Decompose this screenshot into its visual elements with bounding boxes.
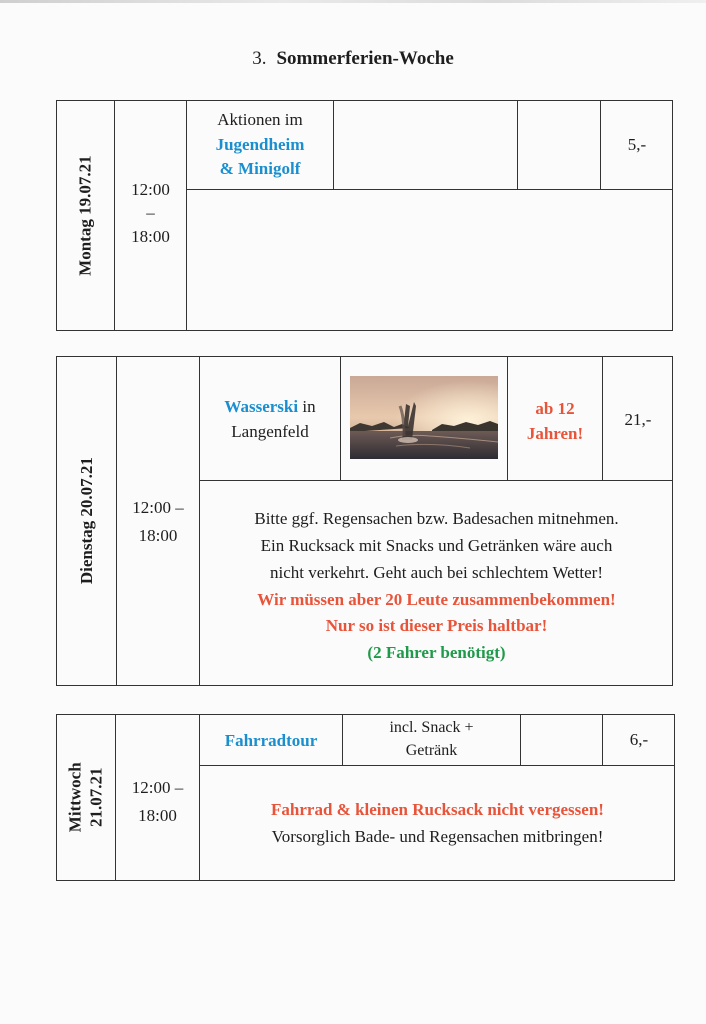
age-line: ab 12 <box>535 399 575 418</box>
time-start: 12:00 – <box>132 498 184 517</box>
tuesday-activity <box>200 395 340 444</box>
monday-time <box>115 176 186 251</box>
day-date: 21.07.21 <box>87 767 106 828</box>
extra-line: incl. Snack + <box>389 719 474 736</box>
tuesday-divider <box>340 356 341 481</box>
waterski-image <box>350 376 498 459</box>
title-number: 3. <box>252 48 267 69</box>
tuesday-notes <box>200 506 673 667</box>
note-warning: Nur so ist dieser Preis haltbar! <box>325 616 548 636</box>
wednesday-divider <box>520 714 521 766</box>
monday-activity <box>187 108 333 182</box>
age-line: Jahren! <box>526 423 584 443</box>
wednesday-extra <box>343 716 520 762</box>
title-text: Sommerferien-Woche <box>276 48 454 69</box>
tuesday-age-note <box>508 397 602 446</box>
activity-highlight: Jugendheim <box>215 134 305 154</box>
wednesday-price: 6,- <box>629 730 649 749</box>
wednesday-notes <box>200 796 675 850</box>
waterski-photo <box>350 376 498 459</box>
note-warning: Wir müssen aber 20 Leute zusammenbekommen! <box>257 589 616 609</box>
monday-divider <box>333 100 334 190</box>
note-line: Bitte ggf. Regensachen bzw. Badesachen mitnehmen. <box>254 509 619 528</box>
tuesday-day-text: Dienstag 20.07.21 <box>76 457 96 585</box>
monday-day-text: Montag 19.07.21 <box>75 155 95 276</box>
note-line: Ein Rucksack mit Snacks und Getränken wäre auch <box>260 535 613 555</box>
monday-divider <box>517 100 518 190</box>
monday-row-divider <box>186 189 673 190</box>
wednesday-day-label <box>57 715 115 880</box>
wednesday-day-text <box>65 763 108 833</box>
monday-day-label <box>57 101 114 330</box>
extra-line: Getränk <box>405 742 458 760</box>
note-warning: Fahrrad & kleinen Rucksack nicht vergessen! <box>271 800 604 819</box>
note-drivers: (2 Fahrer benötigt) <box>367 643 506 663</box>
time-dash: – <box>146 203 155 223</box>
tuesday-day-label <box>57 357 116 685</box>
activity-highlight: Wasserski <box>224 397 299 416</box>
monday-price: 5,- <box>627 135 647 154</box>
tuesday-row-divider <box>199 480 673 481</box>
wednesday-row-divider <box>199 765 675 766</box>
activity-rest: in <box>298 397 316 416</box>
activity-line: Aktionen im <box>217 110 303 129</box>
day-name: Mittwoch <box>65 762 85 833</box>
tuesday-price: 21,- <box>624 410 652 429</box>
wednesday-time <box>116 774 199 830</box>
time-end: 18:00 <box>138 526 178 546</box>
time-start: 12:00 <box>131 180 170 199</box>
page-title <box>0 48 706 70</box>
note-line: nicht verkehrt. Geht auch bei schlechtem Wetter! <box>270 562 603 582</box>
wednesday-activity: Fahrradtour <box>224 731 318 750</box>
time-start: 12:00 – <box>131 778 184 797</box>
tuesday-time <box>117 494 199 550</box>
time-end: 18:00 <box>138 806 177 826</box>
scan-edge <box>0 0 706 3</box>
time-end: 18:00 <box>131 226 170 246</box>
note-line: Vorsorglich Bade- und Regensachen mitbringen! <box>271 827 604 847</box>
activity-line: Langenfeld <box>231 421 309 441</box>
activity-highlight: & Minigolf <box>219 159 301 179</box>
